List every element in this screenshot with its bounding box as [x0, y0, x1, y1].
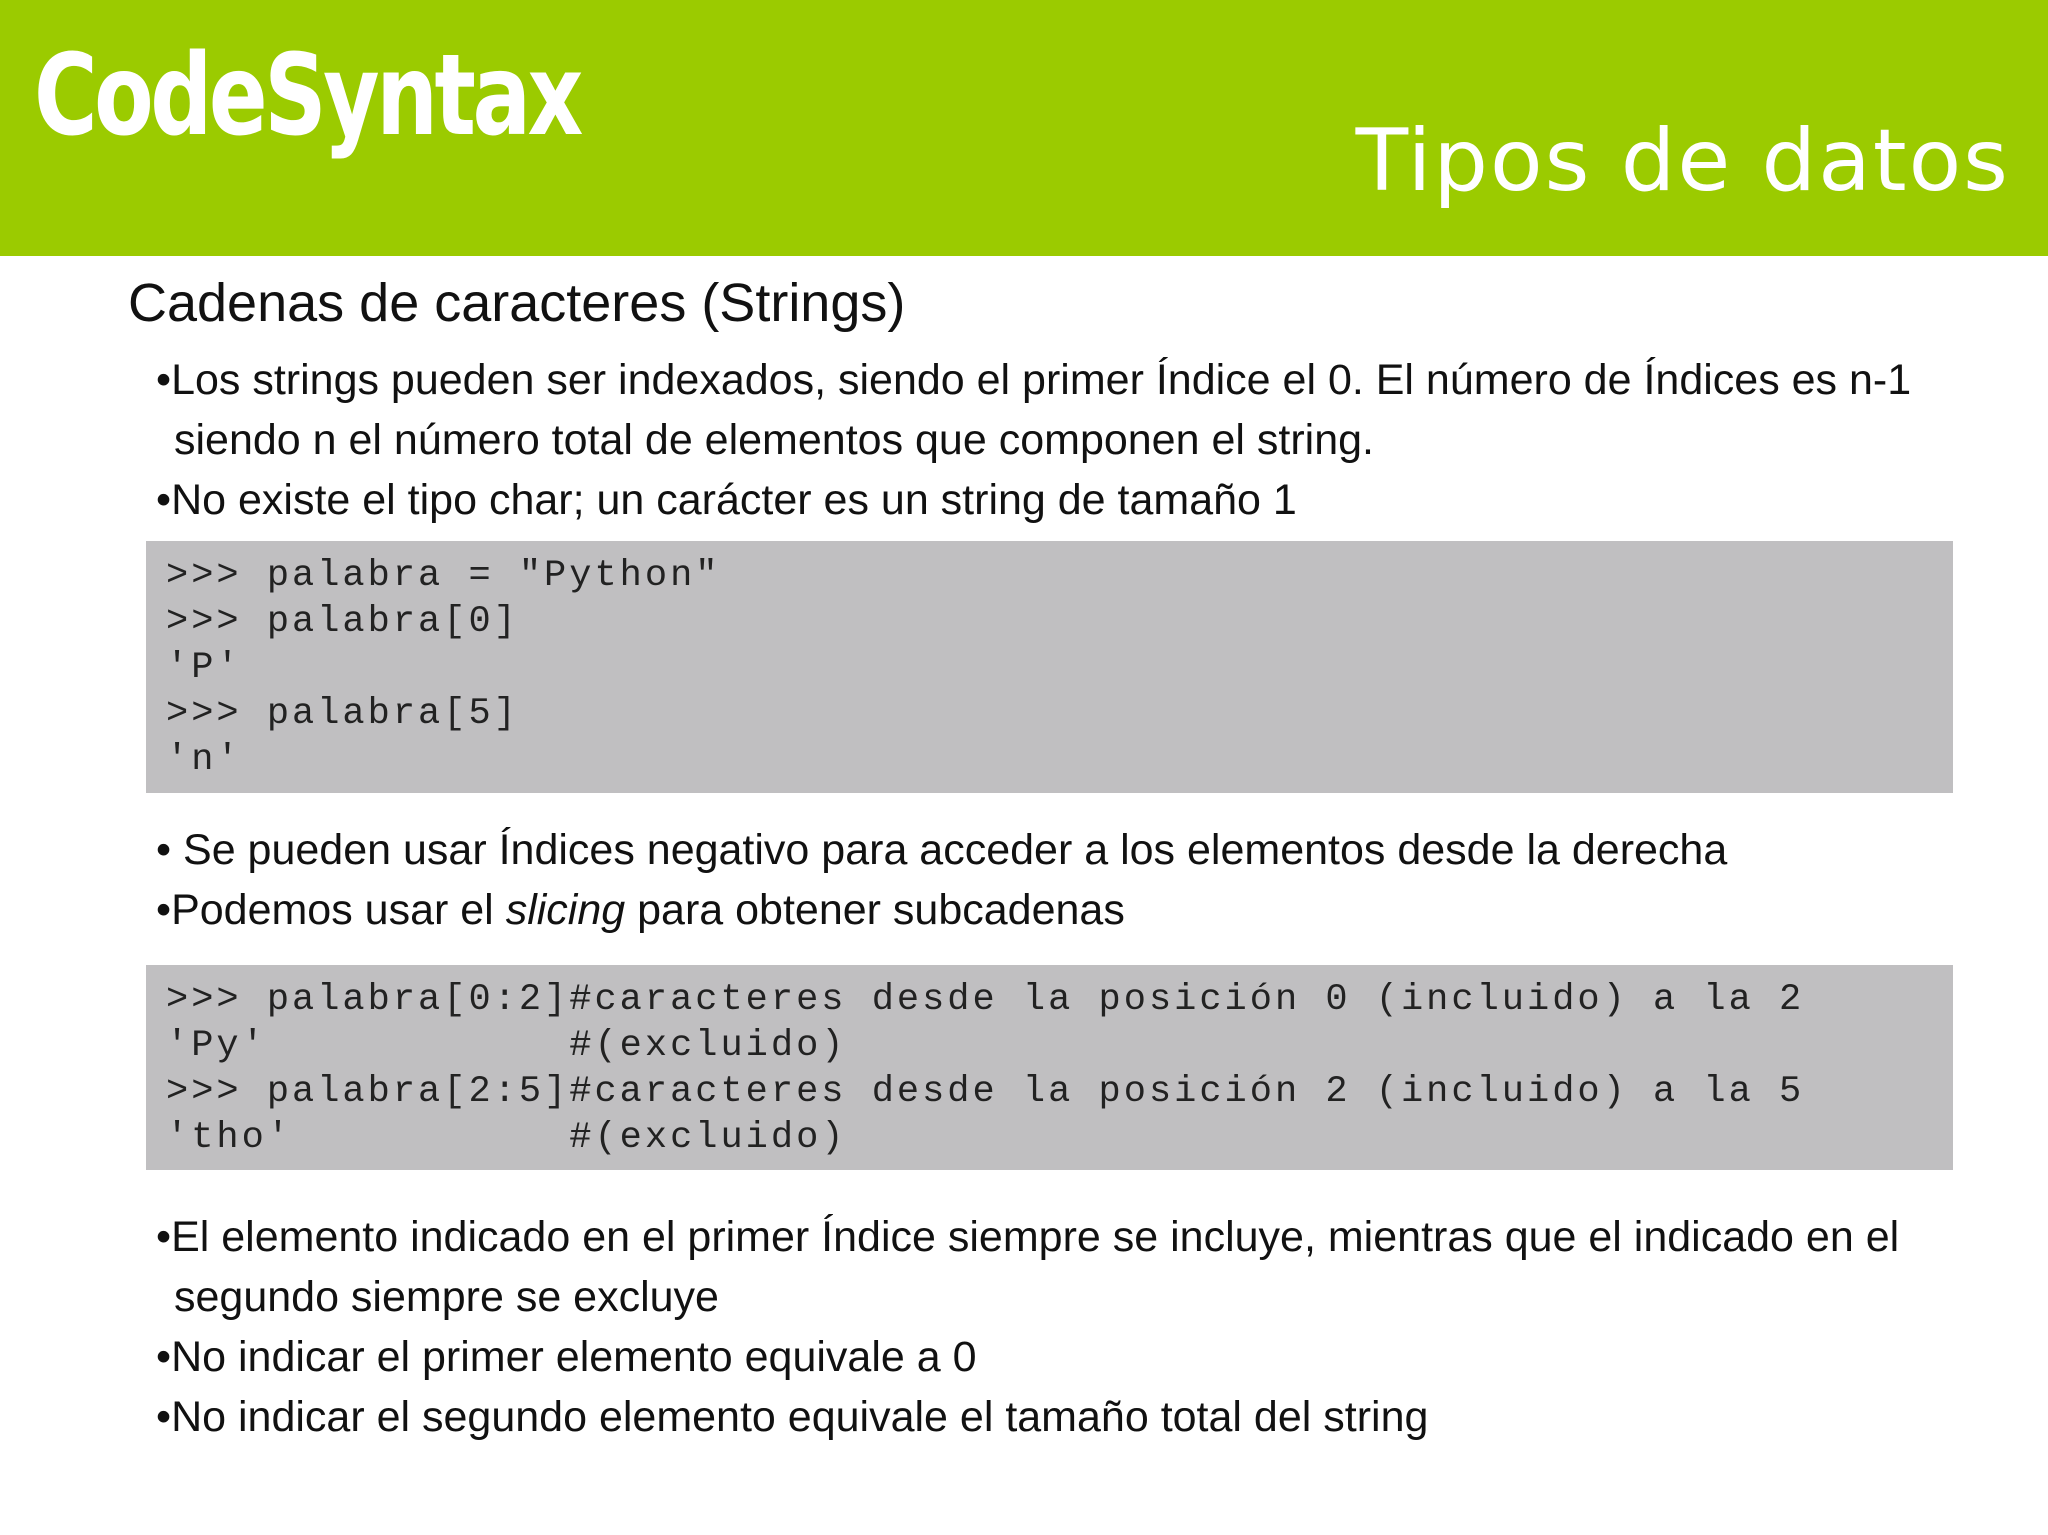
code-line: >>> palabra[2:5]#caracteres desde la posición 2 (incluido) a la 5 [166, 1071, 1805, 1113]
slide-header [0, 0, 2048, 256]
bullet-item: • El elemento indicado en el primer Índice siempre se incluye, mientras que el indicado en el segundo siempre se excluye [156, 1207, 2036, 1327]
bullet-item: • Los strings pueden ser indexados, siendo el primer Índice el 0. El número de Índices es n-1 siendo n el número total de elementos que componen el string. [156, 350, 1976, 470]
bullet-item: • No indicar el primer elemento equivale a 0 [156, 1327, 2036, 1387]
code-line: 'Py' #(excluido) [166, 1025, 847, 1067]
code-line: 'tho' #(excluido) [166, 1117, 847, 1159]
bullet-text: Podemos usar el [171, 886, 506, 934]
bullet-item [156, 880, 2016, 940]
bullet-list-top [156, 350, 1976, 530]
code-line: >>> palabra[5] [166, 693, 519, 735]
code-line: >>> palabra[0] [166, 601, 519, 643]
code-block-slicing [146, 965, 1953, 1170]
bullet-emphasis: slicing [505, 886, 626, 934]
bullet-list-middle [156, 820, 2016, 940]
bullet-list-bottom [156, 1207, 2036, 1447]
bullet-item: • No existe el tipo char; un carácter es un string de tamaño 1 [156, 470, 1976, 530]
bullet-item: • No indicar el segundo elemento equivale el tamaño total del string [156, 1387, 2036, 1447]
codesyntax-logo: CodeSyntax [34, 31, 580, 161]
slide-title: Tipos de datos [1355, 111, 2010, 211]
section-heading: Cadenas de caracteres (Strings) [128, 273, 906, 333]
code-line: >>> palabra = "Python" [166, 555, 721, 597]
code-line: 'n' [166, 739, 242, 781]
bullet-item [156, 820, 2016, 880]
code-line: >>> palabra[0:2]#caracteres desde la posición 0 (incluido) a la 2 [166, 979, 1805, 1021]
code-block-indexing [146, 541, 1953, 793]
bullet-text: Se pueden usar Índices negativo para acceder a los elementos desde la derecha [183, 826, 1728, 874]
bullet-text: para obtener subcadenas [625, 886, 1125, 934]
code-line: 'P' [166, 647, 242, 689]
